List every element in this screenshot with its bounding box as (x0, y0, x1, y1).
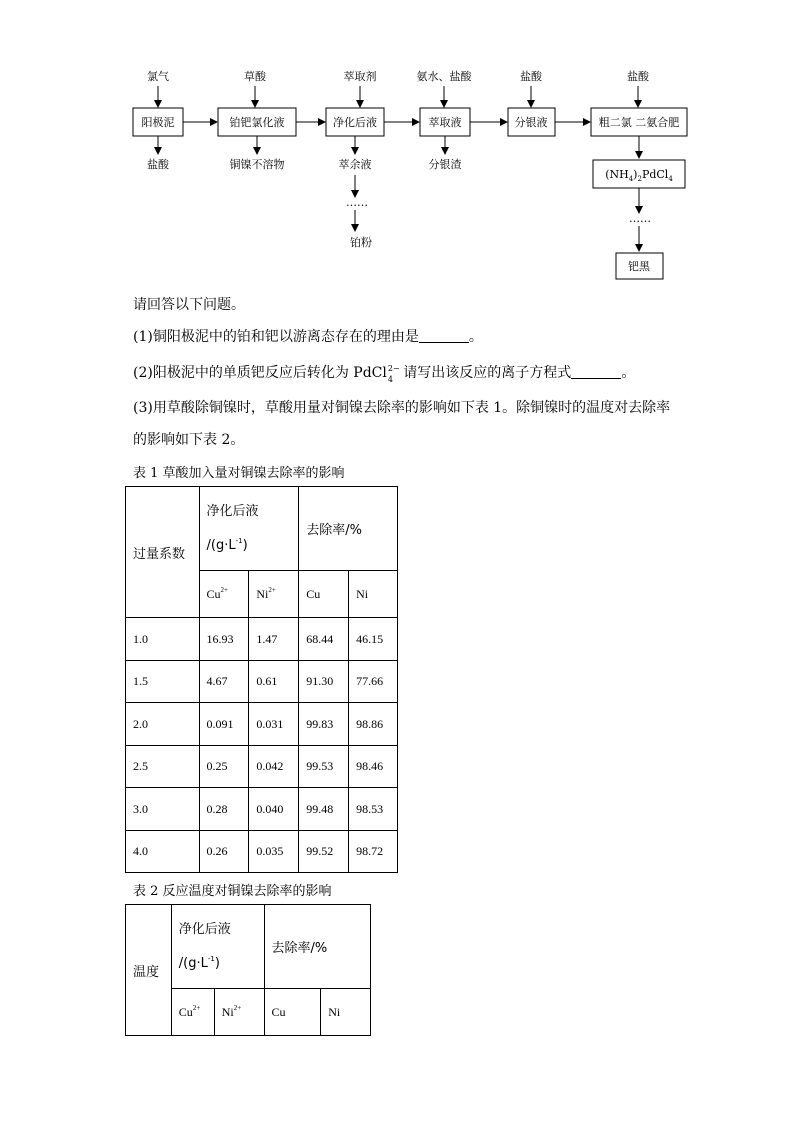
group-header-removal-rate: 去除率/% (299, 487, 398, 571)
input-label-chlorine: 氯气 (147, 70, 169, 83)
cell: 0.040 (249, 788, 299, 831)
output-label-pt-powder: 铂粉 (350, 236, 372, 249)
table-2 (125, 904, 371, 1036)
answer-blank-1[interactable] (419, 328, 469, 343)
cell: 4.67 (199, 661, 249, 703)
cell: 98.72 (349, 831, 398, 873)
cell: 0.042 (249, 746, 299, 788)
col-header-ni-ion: $Ni^{2+}$ (214, 989, 264, 1036)
col-header-ni: Ni (349, 571, 398, 618)
ion-subscript: 4 (387, 375, 393, 384)
group-header-concentration (171, 905, 264, 989)
output-label-raffinate: 萃余液 (338, 158, 372, 171)
table-1-caption: 表 1 草酸加入量对铜镍去除率的影响 (133, 466, 345, 481)
unit-label: $/(g\cdot L^{-1})$ (178, 954, 220, 971)
question-1 (133, 327, 483, 347)
table-row (126, 788, 398, 831)
cell: 99.48 (299, 788, 349, 831)
table-row (126, 661, 398, 703)
input-label-ammonia-hcl: 氨水、盐酸 (416, 70, 472, 83)
cell: 1.5 (126, 661, 200, 703)
ion-charge: 2− (387, 364, 400, 373)
table-row (126, 831, 398, 873)
box-purified-liquid-label: 净化后液 (333, 116, 377, 129)
box-anode-slime-label: 阳极泥 (141, 116, 175, 129)
unit-label: $/(g\cdot L^{-1})$ (206, 536, 248, 553)
cell: 68.44 (299, 618, 349, 661)
question-1-end: 。 (468, 329, 483, 345)
cell: 3.0 (126, 788, 200, 831)
cell: 91.30 (299, 661, 349, 703)
table-2-caption: 表 2 反应温度对铜镍去除率的影响 (133, 884, 332, 899)
cell: 16.93 (199, 618, 249, 661)
output-label-hcl: 盐酸 (147, 158, 169, 171)
question-2 (133, 363, 635, 383)
col-header-ni-ion: $Ni^{2+}$ (249, 571, 299, 618)
cell: 99.83 (299, 703, 349, 746)
cell: 2.0 (126, 703, 200, 746)
table-row (126, 746, 398, 788)
question-2-end: 。 (621, 365, 636, 381)
input-label-oxalic-acid: 草酸 (244, 70, 266, 83)
question-3-line2: 的影响如下表 2。 (133, 432, 245, 448)
intro-text: 请回答以下问题。 (133, 297, 245, 313)
question-1-text: (1)铜阳极泥中的铂和钯以游离态存在的理由是 (133, 329, 419, 345)
cell: 0.26 (199, 831, 249, 873)
table-row (126, 703, 398, 746)
output-label-cuni-insoluble: 铜镍不溶物 (229, 158, 285, 171)
cell: 0.031 (249, 703, 299, 746)
box-pd-black-label: 钯黑 (628, 260, 650, 273)
process-flowchart (0, 0, 794, 290)
cell: 2.5 (126, 746, 200, 788)
group-header-concentration (199, 487, 299, 571)
col-header-cu: Cu (299, 571, 349, 618)
output-label-silver-residue: 分银渣 (428, 158, 462, 171)
salt-ellipsis: …… (629, 212, 651, 225)
input-label-hcl-2: 盐酸 (627, 70, 649, 83)
group-header-line1: 净化后液 (178, 921, 231, 937)
cell: 4.0 (126, 831, 200, 873)
col-header-cu-ion: $Cu^{2+}$ (199, 571, 249, 618)
cell: 99.52 (299, 831, 349, 873)
question-2-cont: 请写出该反应的离子方程式 (398, 365, 572, 381)
answer-blank-2[interactable] (571, 364, 621, 379)
input-label-hcl-1: 盐酸 (520, 70, 542, 83)
input-label-extractant: 萃取剂 (343, 70, 377, 83)
cell: 99.53 (299, 746, 349, 788)
cell: 46.15 (349, 618, 398, 661)
box-extract-label: 萃取液 (428, 116, 462, 129)
group-header-removal-rate: 去除率/% (264, 905, 371, 989)
box-silver-separation-label: 分银液 (514, 116, 548, 129)
cell: 1.47 (249, 618, 299, 661)
question-2-text: (2)阳极泥中的单质钯反应后转化为 PdCl (133, 365, 387, 381)
cell: 77.66 (349, 661, 398, 703)
cell: 0.61 (249, 661, 299, 703)
cell: 0.035 (249, 831, 299, 873)
table-row (126, 618, 398, 661)
row-header: 温度 (126, 905, 172, 1036)
box-crude-salt-label: 粗二氯 二氨合肥 (598, 116, 680, 129)
cell: 0.28 (199, 788, 249, 831)
box-ammonium-pdcl-label: $(NH_4)_2PdCl_4$ (605, 168, 673, 183)
col-header-ni: Ni (321, 989, 371, 1036)
cell: 98.46 (349, 746, 398, 788)
cell: 98.86 (349, 703, 398, 746)
col-header-cu-ion: $Cu^{2+}$ (171, 989, 214, 1036)
raffinate-ellipsis: …… (346, 196, 368, 209)
cell: 1.0 (126, 618, 200, 661)
col-header-cu: Cu (264, 989, 321, 1036)
group-header-line1: 净化后液 (206, 503, 259, 519)
question-3-line1: (3)用草酸除铜镍时，草酸用量对铜镍去除率的影响如下表 1。除铜镍时的温度对去除率 (133, 400, 671, 416)
box-ptpd-chloride-label: 铂钯氯化液 (229, 116, 285, 129)
cell: 98.53 (349, 788, 398, 831)
cell: 0.25 (199, 746, 249, 788)
table-1 (125, 486, 398, 873)
row-header: 过量系数 (126, 487, 200, 618)
cell: 0.091 (199, 703, 249, 746)
